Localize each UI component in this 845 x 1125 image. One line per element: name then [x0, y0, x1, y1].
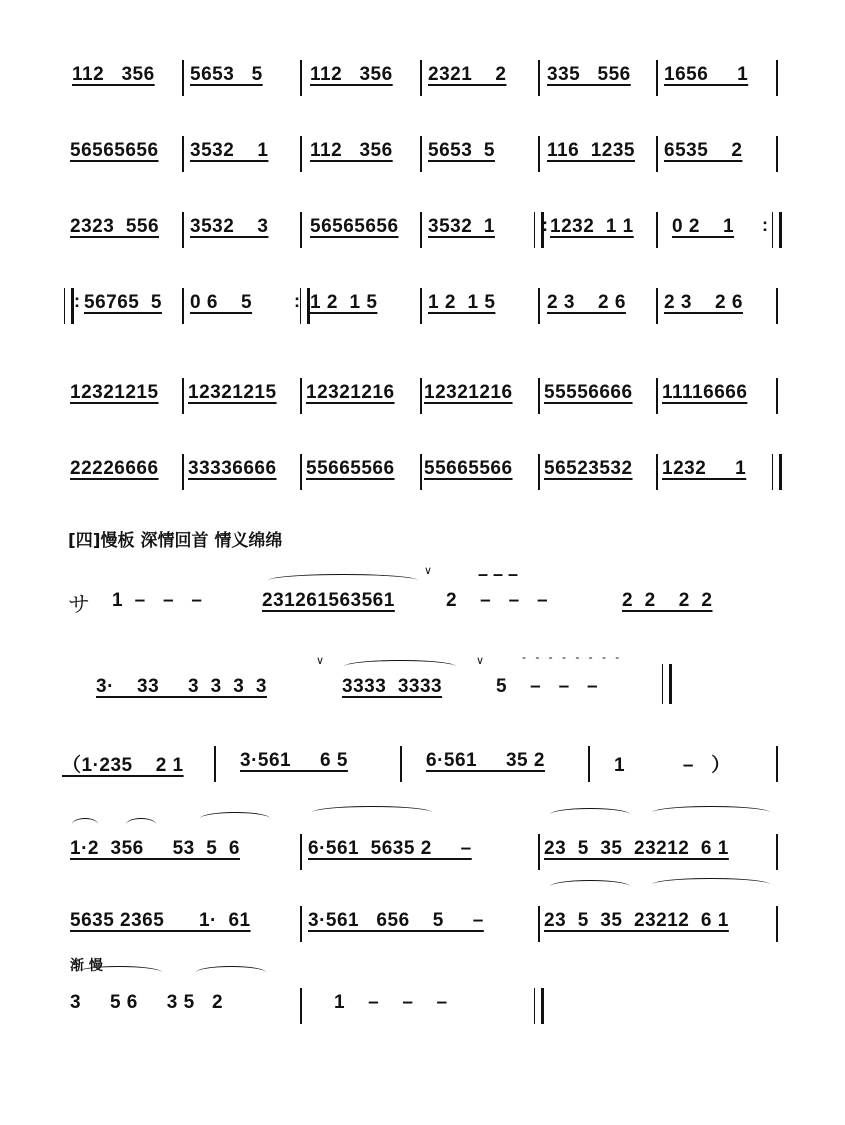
slur	[200, 812, 270, 825]
barline	[300, 212, 302, 248]
measure: 112 356	[72, 64, 155, 85]
measure: 2321 2	[428, 64, 507, 85]
tempo-marking: 渐 慢	[70, 958, 103, 974]
slur	[76, 966, 162, 979]
measure: 2 2 2 2	[622, 590, 713, 611]
measure: 2323 556	[70, 216, 160, 237]
barline	[420, 288, 422, 324]
barline	[182, 212, 184, 248]
measure: 3· 33 3 3 3 3	[96, 676, 267, 697]
barline	[300, 988, 302, 1024]
barline	[182, 454, 184, 490]
measure: 2 – – –	[446, 590, 549, 611]
measure: 116 1235	[547, 140, 635, 161]
barline	[214, 746, 216, 782]
measure: 55556666	[544, 382, 633, 403]
slur	[344, 660, 456, 673]
measure: 33336666	[188, 458, 277, 479]
barline	[776, 906, 778, 942]
measure: 6·561 35 2	[426, 750, 545, 771]
measure: 23 5 35 23212 6 1	[544, 838, 729, 859]
measure: 22226666	[70, 458, 159, 479]
measure: 12321215	[188, 382, 277, 403]
measure: 56523532	[544, 458, 633, 479]
final-barline	[662, 664, 672, 704]
score-line-5	[0, 378, 845, 438]
score-line-2	[0, 136, 845, 196]
barline	[776, 746, 778, 782]
slur	[652, 878, 770, 891]
slur	[550, 880, 630, 893]
repeat-dots: :	[762, 215, 768, 235]
barline	[656, 288, 658, 324]
slur	[126, 818, 156, 831]
slur	[196, 966, 266, 979]
measure: 1 2 1 5	[428, 292, 496, 313]
measure: 335 556	[547, 64, 631, 85]
barline	[538, 834, 540, 870]
barline	[776, 834, 778, 870]
barline	[420, 212, 422, 248]
measure: 56765 5	[84, 292, 162, 313]
measure: 12321216	[306, 382, 395, 403]
barline	[300, 60, 302, 96]
barline	[776, 136, 778, 172]
measure: 55665566	[424, 458, 513, 479]
measure: 112 356	[310, 140, 393, 161]
measure: 6535 2	[664, 140, 743, 161]
score-line-3	[0, 212, 845, 272]
sanban-mark: サ	[68, 593, 91, 618]
slur	[72, 818, 98, 831]
barline	[420, 60, 422, 96]
barline	[538, 136, 540, 172]
final-barline	[772, 454, 782, 490]
measure: 1232 1 1	[550, 216, 634, 237]
hold-line: - - - - - - - -	[522, 650, 623, 664]
slur	[312, 806, 432, 819]
measure: 3532 1	[428, 216, 495, 237]
barline	[300, 454, 302, 490]
bow-mark-icon: ∨	[424, 565, 433, 577]
bow-mark-icon: ∨	[316, 655, 325, 667]
barline	[538, 60, 540, 96]
score-line-6	[0, 454, 845, 514]
measure: 0 2 1	[672, 216, 735, 237]
measure: 2 3 2 6	[547, 292, 626, 313]
measure: 56565656	[310, 216, 399, 237]
barline	[182, 60, 184, 96]
slur	[550, 808, 630, 821]
hold-line: – – –	[478, 564, 519, 584]
measure: 112 356	[310, 64, 393, 85]
final-barline	[534, 988, 544, 1024]
barline	[538, 288, 540, 324]
barline	[300, 906, 302, 942]
barline	[776, 288, 778, 324]
barline	[776, 378, 778, 414]
measure: 56565656	[70, 140, 159, 161]
measure: 3·561 656 5 –	[308, 910, 484, 931]
barline	[776, 60, 778, 96]
section-heading: [四]慢板 深情回首 情义绵绵	[68, 531, 283, 551]
barline	[656, 454, 658, 490]
measure: 6·561 5635 2 –	[308, 838, 472, 859]
measure: 55665566	[306, 458, 395, 479]
barline	[182, 378, 184, 414]
barline	[420, 378, 422, 414]
barline	[300, 136, 302, 172]
barline	[420, 454, 422, 490]
measure: 5653 5	[428, 140, 495, 161]
barline	[538, 906, 540, 942]
measure: 3333 3333	[342, 676, 443, 697]
measure: 5653 5	[190, 64, 263, 85]
measure: 0 6 5	[190, 292, 253, 313]
measure: 1232 1	[662, 458, 747, 479]
score-line-7	[0, 564, 845, 646]
barline	[538, 378, 540, 414]
slur	[652, 806, 770, 819]
measure: 11116666	[662, 382, 748, 403]
measure: 12321215	[70, 382, 159, 403]
score-line-11	[0, 906, 845, 966]
slur	[268, 574, 418, 587]
repeat-dots: :	[74, 291, 80, 311]
barline	[300, 834, 302, 870]
barline	[400, 746, 402, 782]
measure: 3532 1	[190, 140, 269, 161]
measure: 12321216	[424, 382, 513, 403]
measure: （1·235 2 1	[62, 755, 184, 776]
repeat-end-barline	[300, 288, 310, 324]
barline	[656, 212, 658, 248]
measure: 1·2 356 53 5 6	[70, 838, 240, 859]
barline	[300, 378, 302, 414]
bow-mark-icon: ∨	[476, 655, 485, 667]
measure: 3·561 6 5	[240, 750, 348, 771]
barline	[538, 454, 540, 490]
score-line-12	[0, 988, 845, 1048]
measure: 23 5 35 23212 6 1	[544, 910, 729, 931]
barline	[420, 136, 422, 172]
measure: 5635 2365 1· 61	[70, 910, 251, 931]
repeat-end-barline	[772, 212, 782, 248]
repeat-dots: :	[294, 291, 300, 311]
measure: 3 5 6 3 5 2	[70, 992, 224, 1013]
score-line-9	[0, 746, 845, 806]
repeat-dots: :	[542, 215, 548, 235]
barline	[588, 746, 590, 782]
measure: 3532 3	[190, 216, 269, 237]
score-line-1	[0, 60, 845, 120]
measure: 1 – – –	[334, 992, 448, 1013]
barline	[656, 378, 658, 414]
barline	[656, 60, 658, 96]
measure: 1656 1	[664, 64, 749, 85]
score-line-4	[0, 288, 845, 348]
barline	[182, 288, 184, 324]
repeat-start-barline	[64, 288, 74, 324]
measure: 1 – – –	[112, 590, 203, 611]
measure: 1 – ）	[614, 755, 731, 776]
measure: 2 3 2 6	[664, 292, 743, 313]
measure: 5 – – –	[496, 676, 599, 697]
barline	[656, 136, 658, 172]
barline	[182, 136, 184, 172]
score-line-8	[0, 650, 845, 732]
measure: 1 2 1 5	[310, 292, 378, 313]
measure: 231261563561	[262, 590, 395, 611]
